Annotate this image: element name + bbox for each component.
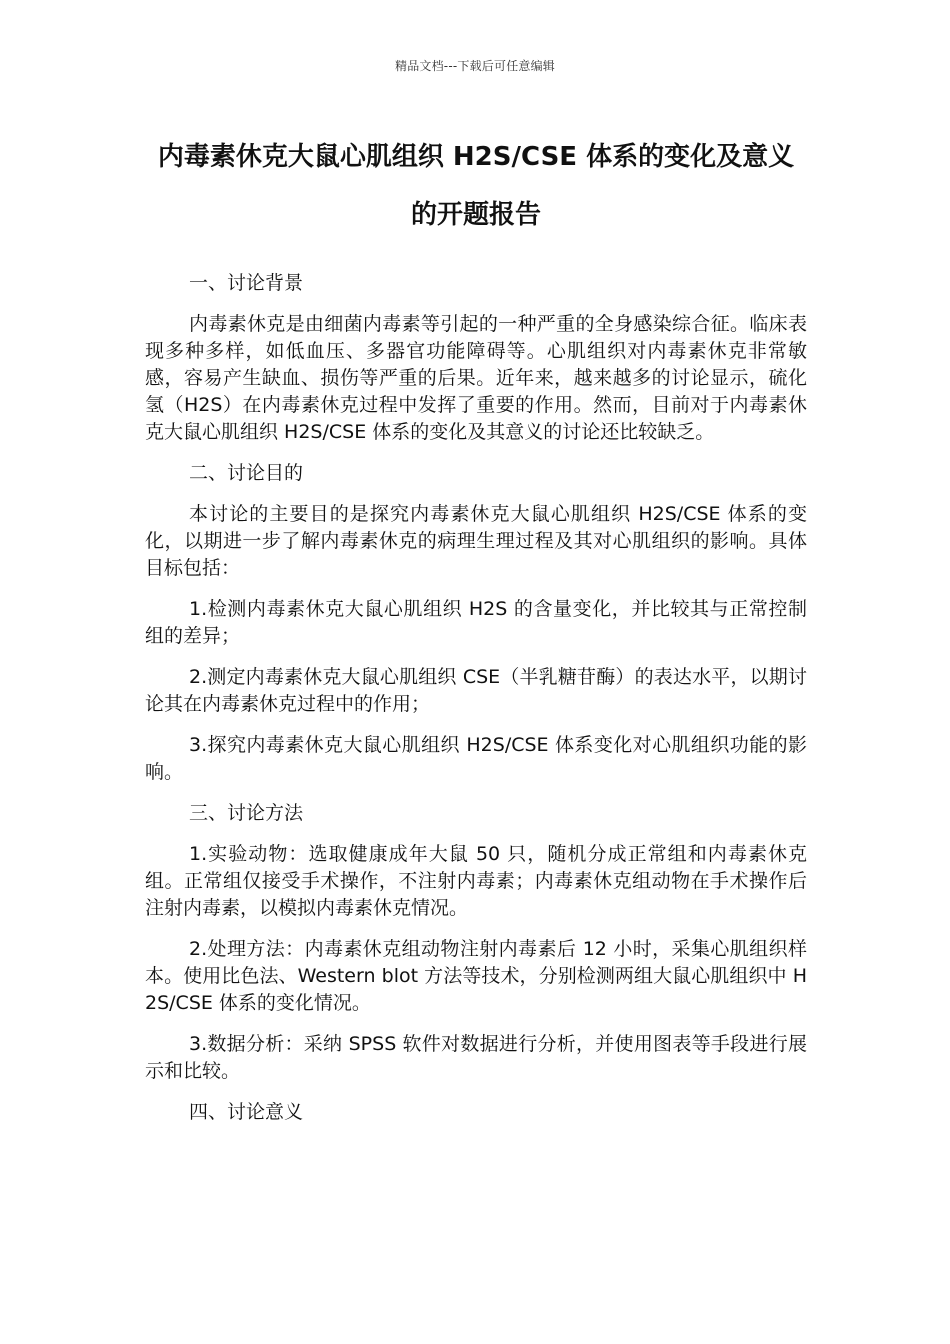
list-item: 3.数据分析：采纳 SPSS 软件对数据进行分析，并使用图表等手段进行展示和比较。 (145, 1033, 807, 1082)
section-heading-methods: 三、讨论方法 (189, 802, 304, 824)
paragraph: 内毒素休克是由细菌内毒素等引起的一种严重的全身感染综合征。临床表现多种多样，如低血压、多器官功能障碍等。心肌组织对内毒素休克非常敏感，容易产生缺血、损伤等严重的后果。近年来，越来越多的讨论显示，硫化氢（H2S）在内毒素休克过程中发挥了重要的作用。然而，目前对于内毒素休克大鼠心肌组织 H2S/CSE 体系的变化及其意义的讨论还比较缺乏。 (145, 313, 807, 443)
list-item: 2.测定内毒素休克大鼠心肌组织 CSE（半乳糖苷酶）的表达水平，以期讨论其在内毒素休克过程中的作用； (145, 666, 807, 715)
section-heading-significance: 四、讨论意义 (189, 1101, 304, 1123)
document-title: 内毒素休克大鼠心肌组织 H2S/CSE 体系的变化及意义的开题报告 (157, 142, 795, 230)
document-body (145, 270, 807, 1140)
list-item: 1.检测内毒素休克大鼠心肌组织 H2S 的含量变化，并比较其与正常控制组的差异； (145, 598, 807, 647)
paragraph: 本讨论的主要目的是探究内毒素休克大鼠心肌组织 H2S/CSE 体系的变化，以期进一步了解内毒素休克的病理生理过程及其对心肌组织的影响。具体目标包括： (145, 503, 807, 579)
header-note: 精品文档---下载后可任意编辑 (395, 59, 555, 73)
list-item: 1.实验动物：选取健康成年大鼠 50 只，随机分成正常组和内毒素休克组。正常组仅接受手术操作，不注射内毒素；内毒素休克组动物在手术操作后注射内毒素，以模拟内毒素休克情况。 (145, 843, 807, 919)
section-heading-purpose: 二、讨论目的 (189, 462, 304, 484)
list-item: 2.处理方法：内毒素休克组动物注射内毒素后 12 小时，采集心肌组织样本。使用比色法、Western blot 方法等技术，分别检测两组大鼠心肌组织中 H2S/CSE 体系的变化情况。 (145, 938, 807, 1014)
section-heading-background: 一、讨论背景 (189, 272, 304, 294)
list-item: 3.探究内毒素休克大鼠心肌组织 H2S/CSE 体系变化对心肌组织功能的影响。 (145, 734, 807, 783)
